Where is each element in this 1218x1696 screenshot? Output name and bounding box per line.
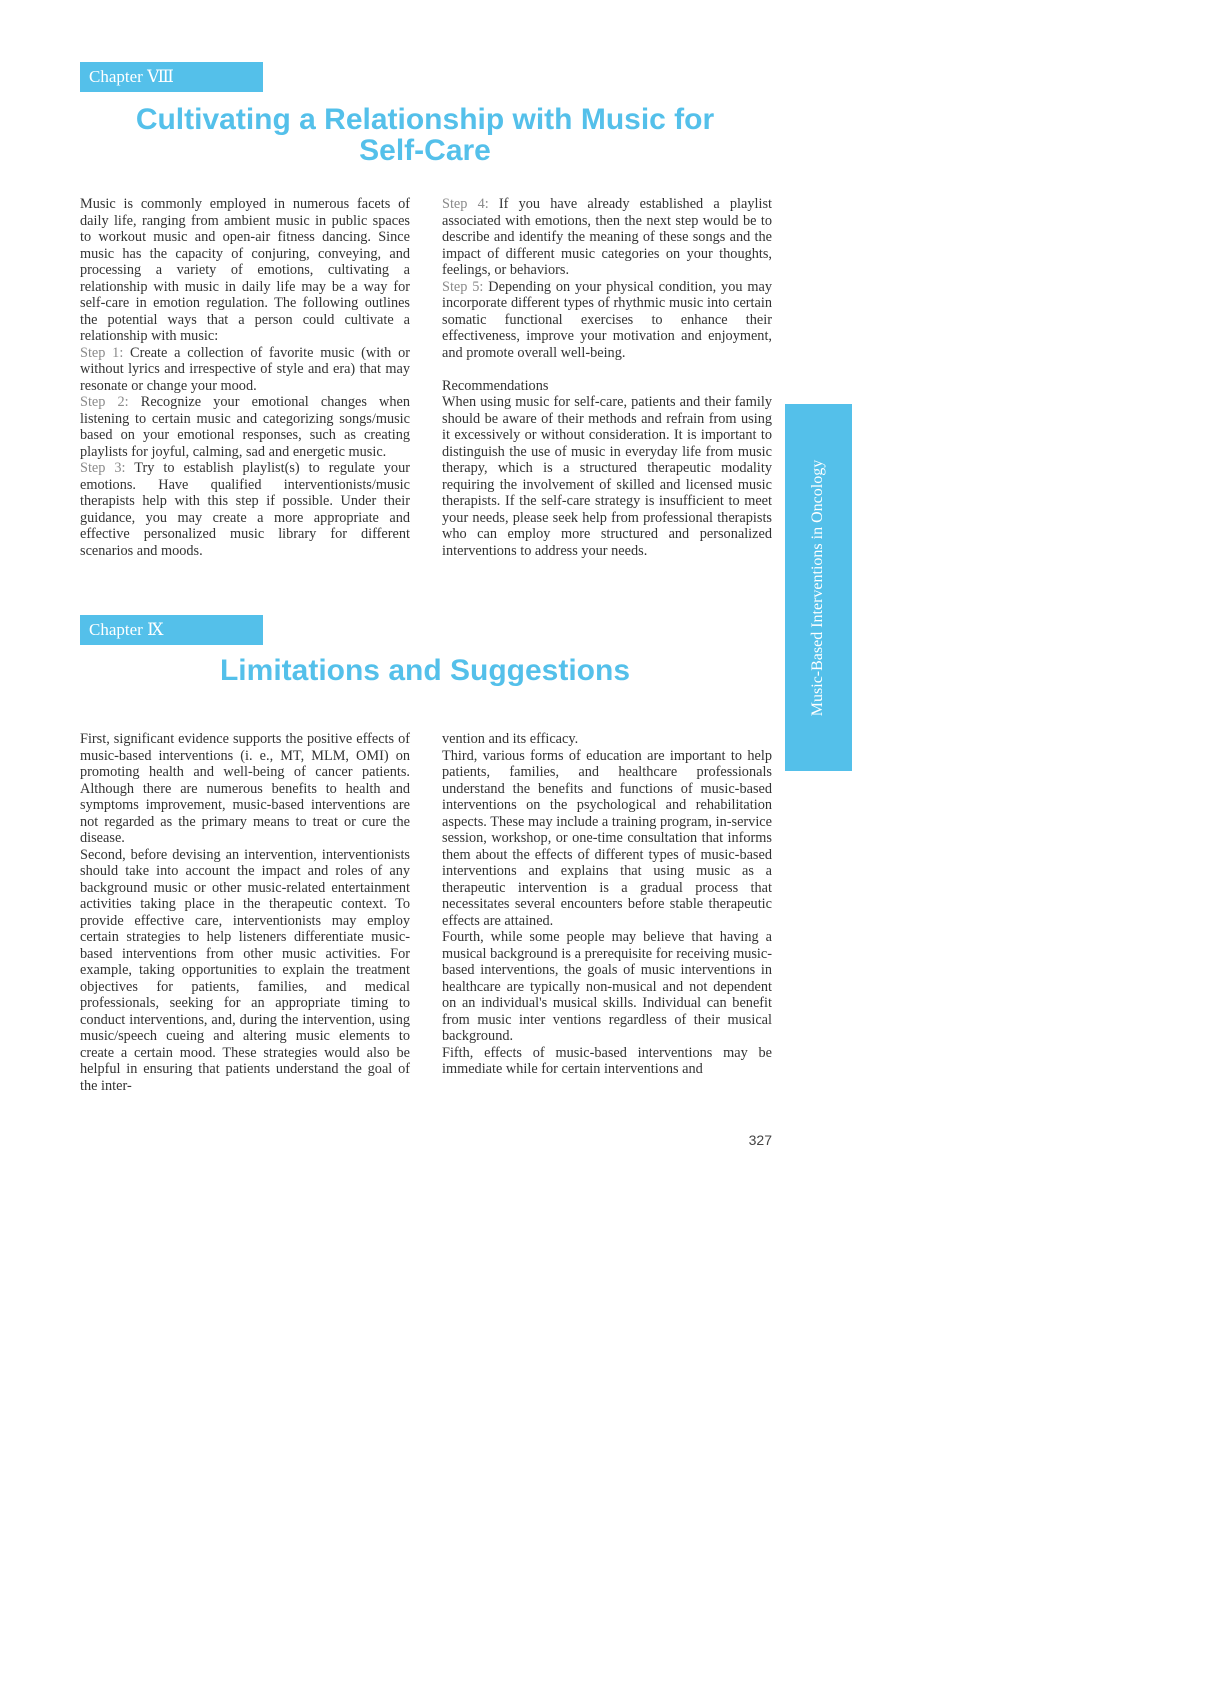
paragraph-spacer (442, 361, 772, 378)
step-2 (80, 394, 410, 460)
step-2-text: Recognize your emotional changes when listening to certain music and categorizing songs/music based on your emotional responses, such as creating playlists for joyful, calming, sad and energetic music. (80, 394, 410, 460)
side-tab-label: Music-Based Interventions in Oncology (809, 459, 827, 716)
recommendations-heading: Recommendations (442, 377, 549, 394)
limitation-3: Third, various forms of education are important to help patients, families, and healthcare professionals understand the benefits and functions of music-based interventions on the psychological and rehabilitation aspects. These may include a training program, in-service session, workshop, or one-time consultation that informs them about the effects of different types of music-based interventions and explains that using music as a therapeutic intervention is a gradual process that necessitates several encounters before stable therapeutic effects are attained. (442, 747, 772, 929)
limitation-2-continued: vention and its efficacy. (442, 731, 579, 747)
step-1-label: Step 1: (80, 344, 124, 361)
step-4-label: Step 4: (442, 196, 489, 212)
step-3 (80, 460, 410, 559)
chapter-8-title-line-1: Cultivating a Relationship with Music for (135, 103, 715, 136)
limitation-1: First, significant evidence supports the positive effects of music-based interventions (i. e., MT, MLM, OMI) on promoting health and well-being of cancer patients. Although there are numerous benefits to health and symptoms improvement, music-based interventions are not regarded as the primary means to treat or cure the disease. (80, 731, 410, 846)
limitation-5: Fifth, effects of music-based interventions may be immediate while for certain interventions and (442, 1044, 772, 1077)
chapter-8-tab: Chapter Ⅷ (80, 62, 263, 92)
recommendations-text: When using music for self-care, patients and their family should be aware of their methods and refrain from using it excessively or without consideration. It is important to distinguish the use of music in everyday life from music therapy, which is a structured therapeutic modality requiring the involvement of skilled and licensed music therapists. If the self-care strategy is insufficient to meet your needs, please seek help from professional therapists who can employ more structured and personalized interventions to address your needs. (442, 394, 772, 559)
step-5-label: Step 5: (442, 278, 484, 295)
chapter-9-left-column (80, 731, 410, 1094)
chapter-9-right-column (442, 731, 772, 1078)
chapter-8-intro: Music is commonly employed in numerous facets of daily life, ranging from ambient music in public spaces to workout music and open-air fitness dancing. Since music has the capacity of conjuring, conveying, and processing a variety of emotions, cultivating a relationship with music in daily life may be a way for self-care in emotion regulation. The following outlines the potential ways that a person could cultivate a relationship with music: (80, 196, 410, 344)
step-2-label: Step 2: (80, 394, 129, 410)
step-3-label: Step 3: (80, 460, 126, 476)
step-5 (442, 279, 772, 362)
step-3-text: Try to establish playlist(s) to regulate your emotions. Have qualified interventionists/music therapists help with this step if possible. Under their guidance, you may create a more appropriate and effective personalized music library for different scenarios and moods. (80, 460, 410, 559)
step-5-text: Depending on your physical condition, you may incorporate different types of rhythmic music into certain somatic functional exercises to enhance their effectiveness, improve your motivation and enjoyment, and promote overall well-being. (442, 278, 772, 361)
chapter-8-title (80, 104, 770, 166)
chapter-8-title-line-2: Self-Care (359, 134, 491, 167)
chapter-8-right-column (442, 196, 772, 559)
chapter-9-tab: Chapter Ⅸ (80, 615, 263, 645)
limitation-2: Second, before devising an intervention, interventionists should take into account the impact and roles of any background music or other music-related entertainment activities taking place in the therapeutic context. To provide effective care, interventionists may employ certain strategies to help listeners differentiate music-based interventions from other music activities. For example, taking opportunities to explain the treatment objectives for patients, families, and medical professionals, seeking for an appropriate timing to conduct interventions, and, during the intervention, using music/speech cueing and altering music elements to create a certain mood. These strategies would also be helpful in ensuring that patients understand the goal of the inter- (80, 846, 410, 1094)
step-4-text: If you have already established a playlist associated with emotions, then the next step would be to describe and identify the meaning of these songs and the impact of different music categories on your thoughts, feelings, or behaviors. (442, 196, 772, 278)
step-4 (442, 196, 772, 279)
side-running-tab (785, 404, 852, 771)
step-1 (80, 345, 410, 395)
step-1-text: Create a collection of favorite music (with or without lyrics and irrespective of style and era) that may resonate or change your mood. (80, 344, 410, 394)
limitation-4: Fourth, while some people may believe that having a musical background is a prerequisite for receiving music-based interventions, the goals of music interventions in healthcare are typically non-musical and not dependent on an individual's musical skills. Individual can benefit from music inter ventions regardless of their musical background. (442, 929, 772, 1044)
chapter-8-left-column (80, 196, 410, 559)
chapter-9-title: Limitations and Suggestions (219, 654, 631, 687)
page-number: 327 (748, 1132, 772, 1148)
